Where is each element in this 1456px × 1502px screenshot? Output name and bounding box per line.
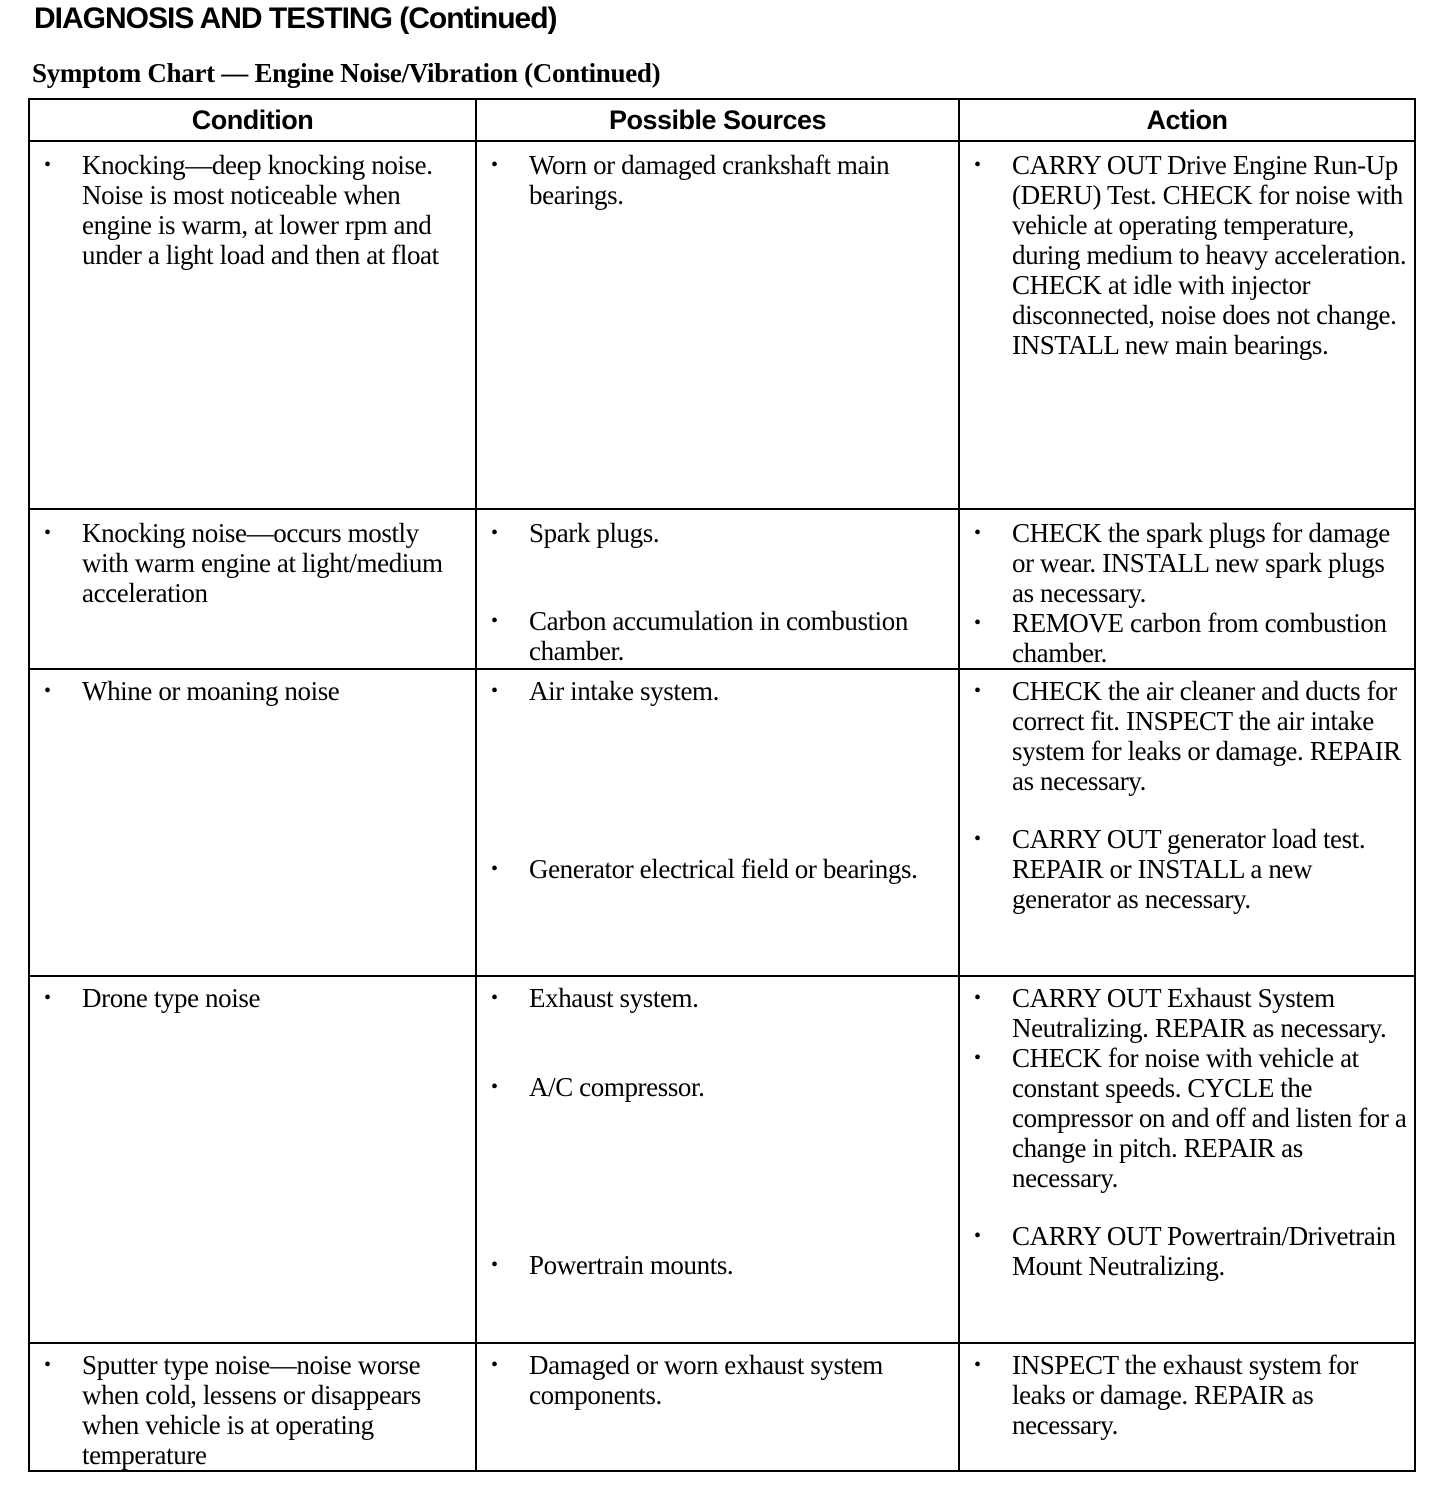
action-text: CARRY OUT Exhaust System Neutralizing. REPAIR as necessary.	[1012, 983, 1387, 1043]
source-entry	[477, 854, 958, 884]
table-header-row	[29, 99, 1415, 141]
condition-cell	[29, 669, 476, 976]
condition-text: Knocking—deep knocking noise. Noise is most noticeable when engine is warm, at lower rpm and under a light load and then at float	[82, 150, 439, 270]
bullet-icon: •	[44, 522, 51, 544]
table-row	[29, 1343, 1415, 1471]
condition-cell	[29, 509, 476, 669]
bullet-icon: •	[44, 680, 51, 702]
source-entry	[477, 1072, 958, 1102]
condition-entry	[30, 150, 475, 270]
bullet-icon: •	[491, 154, 498, 176]
table-row	[29, 976, 1415, 1343]
sources-cell	[476, 669, 959, 976]
bullet-icon: •	[974, 1225, 981, 1247]
header-condition: Condition	[29, 99, 476, 141]
bullet-icon: •	[491, 1254, 498, 1276]
action-entry	[960, 983, 1414, 1043]
sources-cell	[476, 141, 959, 509]
bullet-icon: •	[974, 154, 981, 176]
source-entry	[477, 676, 958, 706]
action-text: CHECK the spark plugs for damage or wear. INSTALL new spark plugs as necessary.	[1012, 518, 1390, 608]
condition-entry	[30, 1350, 475, 1470]
condition-cell	[29, 141, 476, 509]
source-entry	[477, 1350, 958, 1410]
source-text: Carbon accumulation in combustion chamber.	[529, 606, 908, 666]
action-cell	[959, 509, 1415, 669]
action-entry	[960, 1350, 1414, 1440]
condition-text: Knocking noise—occurs mostly with warm engine at light/medium acceleration	[82, 518, 443, 608]
source-entry	[477, 150, 958, 210]
action-cell	[959, 976, 1415, 1343]
bullet-icon: •	[44, 154, 51, 176]
table-row	[29, 509, 1415, 669]
sources-cell	[476, 976, 959, 1343]
condition-cell	[29, 1343, 476, 1471]
action-cell	[959, 141, 1415, 509]
action-text: CARRY OUT Drive Engine Run-Up (DERU) Test. CHECK for noise with vehicle at operating temperature, during medium to heavy acceleration. CHECK at idle with injector disconnected, noise does not change. INSTALL new main bearings.	[1012, 150, 1407, 360]
bullet-icon: •	[974, 1047, 981, 1069]
page-title: DIAGNOSIS AND TESTING (Continued)	[34, 2, 557, 35]
bullet-icon: •	[974, 987, 981, 1009]
action-entry	[960, 676, 1414, 796]
bullet-icon: •	[974, 680, 981, 702]
source-text: Damaged or worn exhaust system components.	[529, 1350, 883, 1410]
bullet-icon: •	[491, 680, 498, 702]
condition-cell	[29, 976, 476, 1343]
action-cell	[959, 669, 1415, 976]
condition-text: Whine or moaning noise	[82, 676, 340, 706]
action-entry	[960, 1221, 1414, 1281]
bullet-icon: •	[974, 828, 981, 850]
source-entry	[477, 606, 958, 666]
condition-text: Sputter type noise—noise worse when cold, lessens or disappears when vehicle is at operating temperature	[82, 1350, 421, 1470]
bullet-icon: •	[491, 987, 498, 1009]
condition-entry	[30, 676, 475, 706]
bullet-icon: •	[491, 610, 498, 632]
bullet-icon: •	[491, 1076, 498, 1098]
source-text: Powertrain mounts.	[529, 1250, 734, 1280]
action-entry	[960, 1043, 1414, 1193]
action-text: CHECK for noise with vehicle at constant speeds. CYCLE the compressor on and off and listen for a change in pitch. REPAIR as necessary.	[1012, 1043, 1407, 1193]
action-entry	[960, 150, 1414, 360]
action-text: REMOVE carbon from combustion chamber.	[1012, 608, 1387, 668]
symptom-table	[28, 98, 1416, 1472]
header-action: Action	[959, 99, 1415, 141]
bullet-icon: •	[491, 858, 498, 880]
action-text: CHECK the air cleaner and ducts for correct fit. INSPECT the air intake system for leaks or damage. REPAIR as necessary.	[1012, 676, 1401, 796]
condition-entry	[30, 518, 475, 608]
source-text: Generator electrical field or bearings.	[529, 854, 918, 884]
action-text: INSPECT the exhaust system for leaks or damage. REPAIR as necessary.	[1012, 1350, 1358, 1440]
table-row	[29, 141, 1415, 509]
bullet-icon: •	[44, 1354, 51, 1376]
source-text: Spark plugs.	[529, 518, 660, 548]
bullet-icon: •	[491, 522, 498, 544]
action-entry	[960, 824, 1414, 914]
condition-text: Drone type noise	[82, 983, 261, 1013]
bullet-icon: •	[44, 987, 51, 1009]
source-text: Exhaust system.	[529, 983, 699, 1013]
chart-title: Symptom Chart — Engine Noise/Vibration (Continued)	[32, 58, 661, 88]
action-entry	[960, 518, 1414, 608]
condition-entry	[30, 983, 475, 1013]
action-text: CARRY OUT Powertrain/Drivetrain Mount Neutralizing.	[1012, 1221, 1396, 1281]
header-possible-sources: Possible Sources	[476, 99, 959, 141]
source-entry	[477, 518, 958, 548]
bullet-icon: •	[974, 612, 981, 634]
action-text: CARRY OUT generator load test. REPAIR or INSTALL a new generator as necessary.	[1012, 824, 1366, 914]
source-entry	[477, 1250, 958, 1280]
source-text: A/C compressor.	[529, 1072, 705, 1102]
bullet-icon: •	[974, 522, 981, 544]
action-cell	[959, 1343, 1415, 1471]
bullet-icon: •	[974, 1354, 981, 1376]
source-text: Worn or damaged crankshaft main bearings.	[529, 150, 890, 210]
sources-cell	[476, 509, 959, 669]
source-entry	[477, 983, 958, 1013]
sources-cell	[476, 1343, 959, 1471]
action-entry	[960, 608, 1414, 668]
table-row	[29, 669, 1415, 976]
source-text: Air intake system.	[529, 676, 720, 706]
bullet-icon: •	[491, 1354, 498, 1376]
